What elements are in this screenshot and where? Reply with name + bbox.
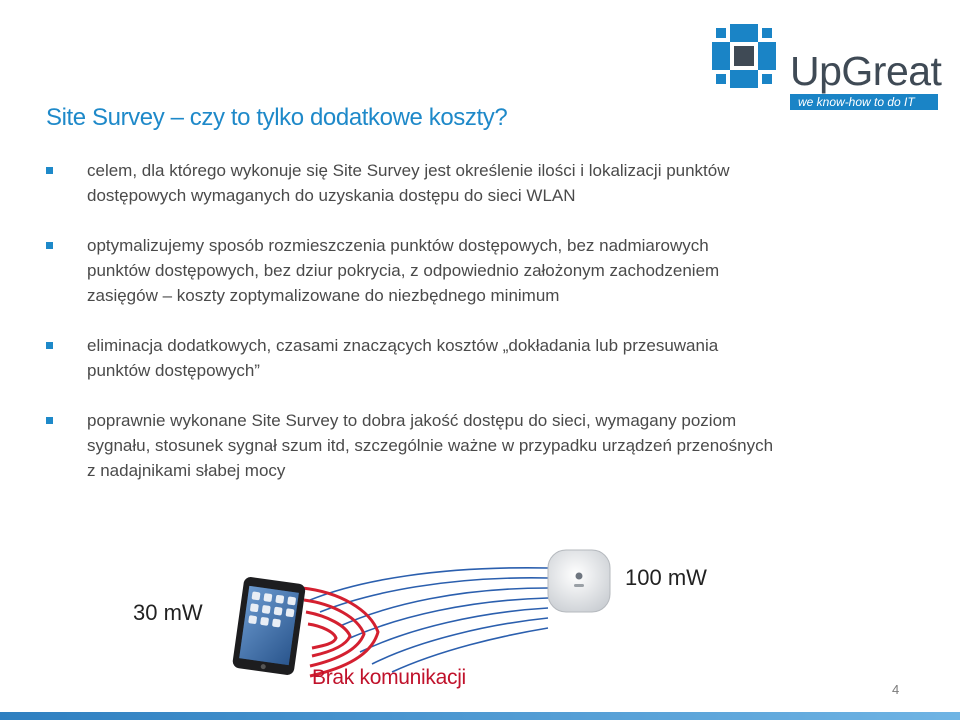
no-communication-warning: Brak komunikacji — [312, 666, 466, 689]
square-bullet-icon — [46, 242, 53, 249]
ap-power-label: 100 mW — [625, 565, 707, 590]
upgreat-logo — [708, 18, 942, 109]
bullet-list — [46, 158, 776, 508]
square-bullet-icon — [46, 167, 53, 174]
logo-tagline: we know-how to do IT — [798, 95, 915, 109]
square-bullet-icon — [46, 342, 53, 349]
bullet-text: poprawnie wykonane Site Survey to dobra jakość dostępu do sieci, wymagany poziom sygnału, stosunek sygnał szum itd, szczególnie ważne w przypadku urządzeń przenośnych z nadajnikami słabej mocy — [87, 411, 774, 480]
bullet-item — [46, 233, 776, 308]
bottom-accent-bar — [0, 712, 960, 720]
bullet-item — [46, 408, 776, 483]
tablet-icon — [232, 576, 306, 676]
signal-illustration — [0, 540, 960, 720]
cross-logo-icon — [712, 24, 776, 88]
logo-brand-name: UpGreat — [790, 48, 942, 94]
bullet-item — [46, 158, 776, 208]
ap-signal-waves — [310, 568, 548, 672]
access-point-icon — [548, 550, 610, 612]
page-number: 4 — [892, 682, 900, 697]
bullet-item — [46, 333, 776, 383]
bullet-text: eliminacja dodatkowych, czasami znaczących kosztów „dokładania lub przesuwania punktów dostępowych” — [87, 336, 719, 380]
bullet-text: celem, dla którego wykonuje się Site Survey jest określenie ilości i lokalizacji punktów dostępowych wymaganych do uzyskania dostępu do sieci WLAN — [87, 161, 730, 205]
bullet-text: optymalizujemy sposób rozmieszczenia punktów dostępowych, bez nadmiarowych punktów dostępowych, bez dziur pokrycia, z odpowiednio założonym zachodzeniem zasięgów – koszty zoptymalizowane do niezbędnego minimum — [87, 236, 720, 305]
slide-title: Site Survey – czy to tylko dodatkowe koszty? — [46, 104, 508, 131]
square-bullet-icon — [46, 417, 53, 424]
tablet-power-label: 30 mW — [133, 600, 203, 625]
